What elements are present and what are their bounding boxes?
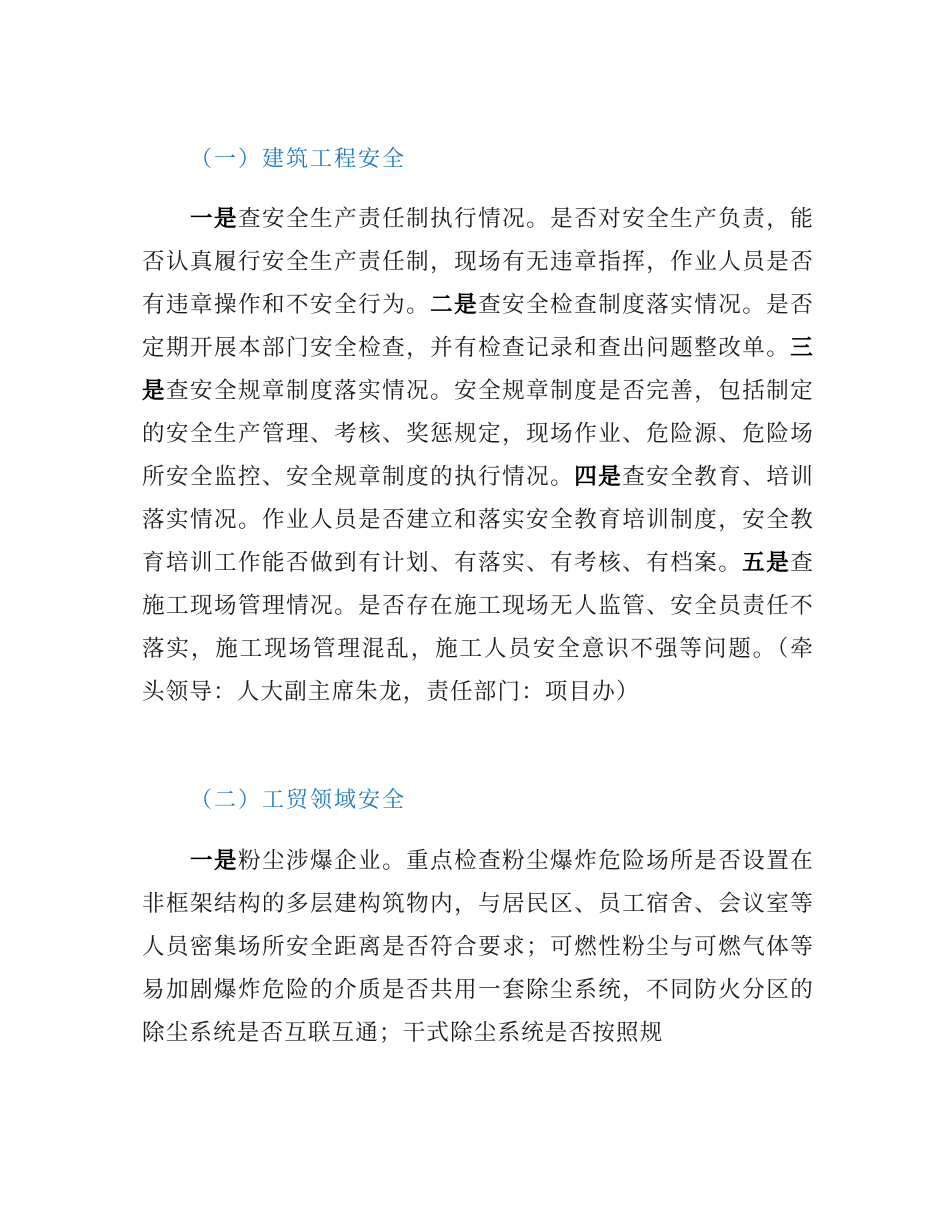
section-heading-construction: （一）建筑工程安全 (190, 147, 407, 172)
section-heading-industry-trade: （二）工贸领域安全 (190, 788, 407, 813)
body-text: 粉尘涉爆企业。重点检查粉尘爆炸危险场所是否设置在非框架结构的多层建构筑物内，与居民区、员工宿舍、会议室等人员密集场所安全距离是否符合要求；可燃性粉尘与可燃气体等易加剧爆炸危险的介质是否共用一套除尘系统，不同防火分区的除尘系统是否互联互通；干式除尘系统是否按照规 (142, 848, 814, 1046)
lead-phrase: 三是 (142, 335, 814, 404)
body-text: 查安全规章制度落实情况。安全规章制度是否完善，包括制定的安全生产管理、考核、奖惩规定，现场作业、危险源、危险场所安全监控、安全规章制度的执行情况。 (142, 378, 814, 490)
section-paragraph-industry-trade (142, 840, 814, 1055)
body-text: 查安全生产责任制执行情况。是否对安全生产负责，能否认真履行安全生产责任制，现场有无违章指挥，作业人员是否有违章操作和不安全行为。 (142, 206, 814, 318)
lead-phrase: 五是 (742, 550, 791, 576)
body-text: 查安全检查制度落实情况。是否定期开展本部门安全检查，并有检查记录和查出问题整改单。 (142, 292, 814, 361)
body-text: 查安全教育、培训落实情况。作业人员是否建立和落实安全教育培训制度，安全教育培训工作能否做到有计划、有落实、有考核、有档案。 (142, 464, 814, 576)
lead-phrase: 一是 (190, 206, 239, 232)
lead-phrase: 四是 (574, 464, 623, 490)
lead-phrase: 二是 (430, 292, 479, 318)
body-text: 查施工现场管理情况。是否存在施工现场无人监管、安全员责任不落实，施工现场管理混乱，施工人员安全意识不强等问题。（牵头领导：人大副主席朱龙，责任部门：项目办） (142, 550, 814, 705)
section-paragraph-construction (142, 198, 814, 714)
lead-phrase: 一是 (190, 848, 239, 874)
